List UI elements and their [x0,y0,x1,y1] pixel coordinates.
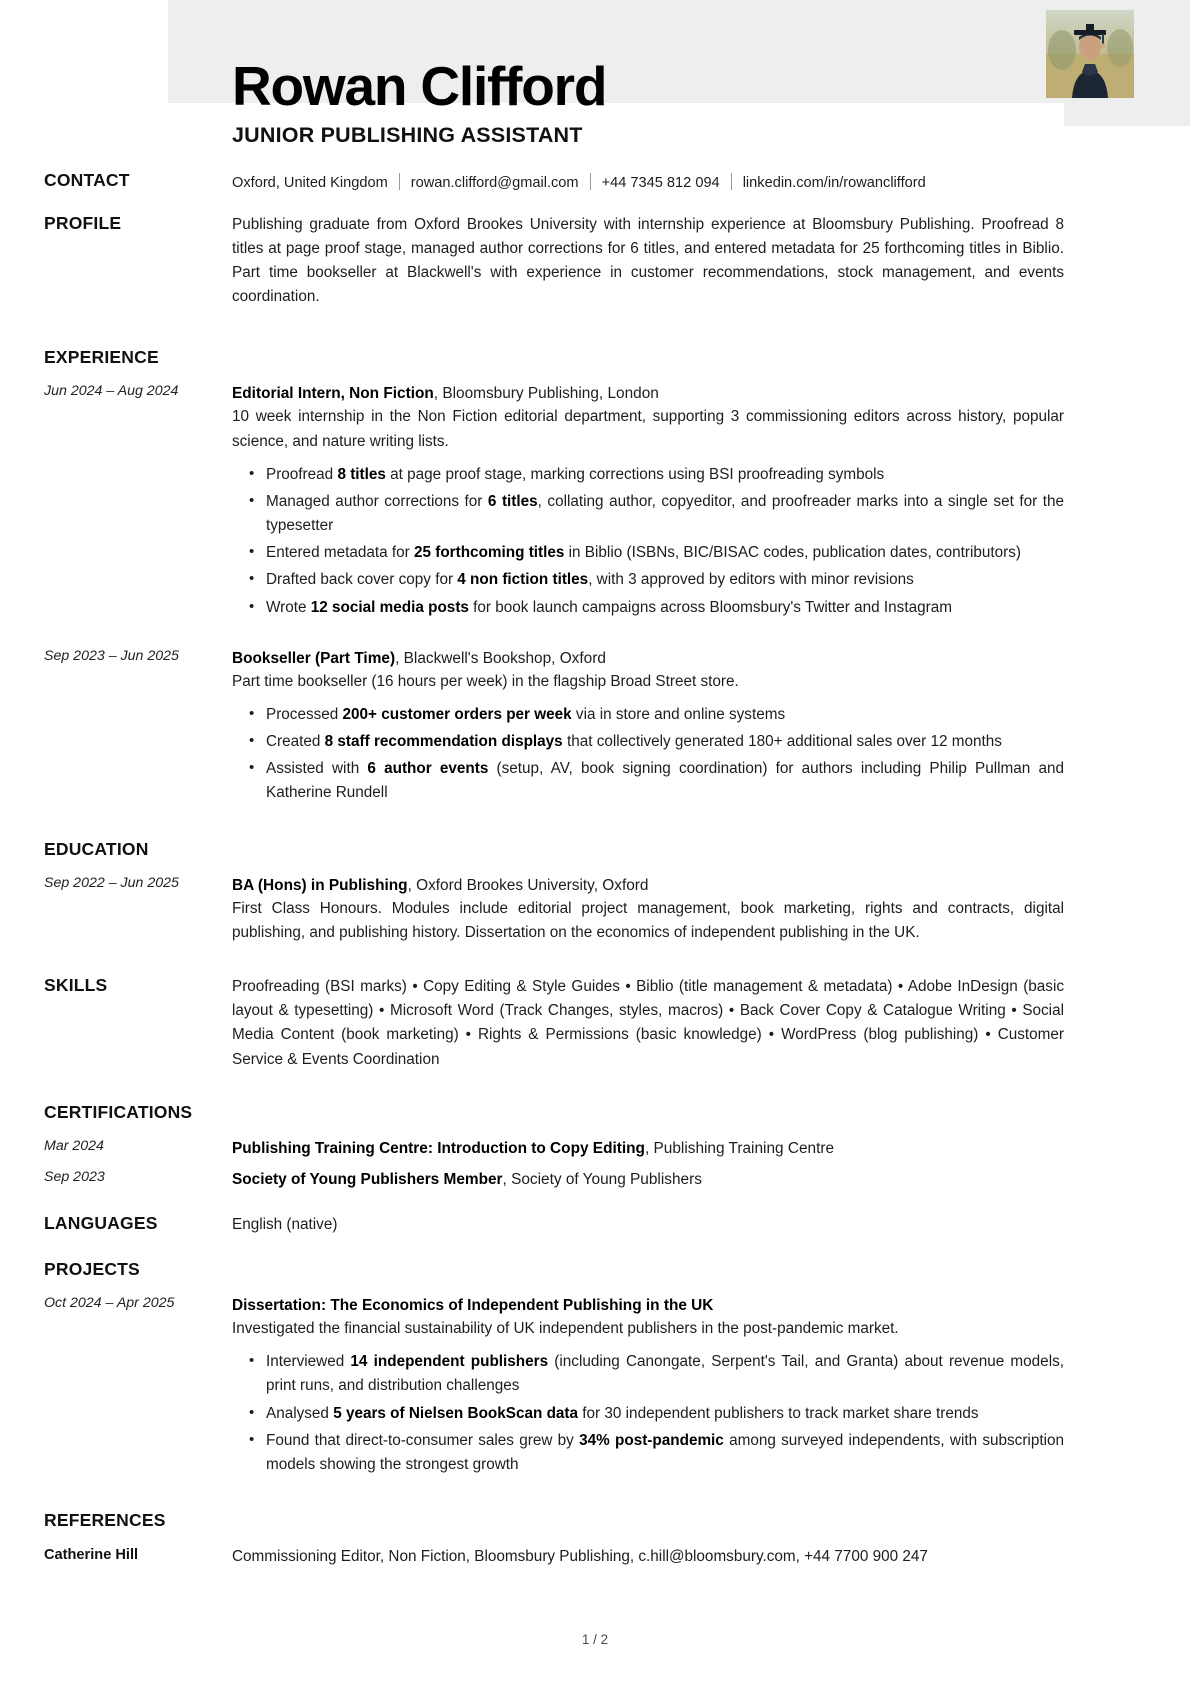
section-heading-experience: EXPERIENCE [44,347,159,368]
project-entries [44,1294,1064,1480]
section-heading-references: REFERENCES [44,1510,166,1531]
entry-date-col [44,874,232,893]
contact-section [44,170,1064,191]
contact-body [232,170,1064,191]
list-item: • Created 8 staff recommendation displays that collectively generated 180+ additional sales over 12 months [266,730,1064,754]
entry-bullet-list [232,1350,1064,1477]
profile-label-col [44,213,232,234]
list-item: • Interviewed 14 independent publishers (including Canongate, Serpent's Tail, and Granta) about revenue models, print runs, and distribution challenges [266,1350,1064,1398]
entry-date-col [44,647,232,666]
contact-line [232,170,1064,191]
entry-date: Jun 2024 – Aug 2024 [44,383,179,400]
languages-body [232,1213,1064,1237]
entry-title: Publishing Training Centre: Introduction to Copy Editing, Publishing Training Centre [232,1139,835,1157]
section-heading-certifications: CERTIFICATIONS [44,1101,193,1122]
entry-date: Mar 2024 [44,1137,104,1154]
experience-label-col [44,347,232,368]
references-heading-row [44,1510,1064,1531]
projects-label-col [44,1259,232,1280]
entry-summary: Part time bookseller (16 hours per week) in the flagship Broad Street store. [232,672,739,690]
profile-text: Publishing graduate from Oxford Brookes University with internship experience at Bloomsbury Publishing. Proofread 8 titles at page proof stage, managed author corrections for 6 titles, and entered metadata for 25 forthcoming titles in Biblio. Part time bookseller at Blackwell's with experience in customer recommendations, stock management, and events coordination. [232,215,1064,306]
reference-entries [44,1545,1064,1569]
projects-heading-row [44,1259,1064,1280]
entry-date: Sep 2022 – Jun 2025 [44,874,179,891]
section-heading-profile: PROFILE [44,212,122,233]
entry-title: Dissertation: The Economics of Independent Publishing in the UK [232,1297,714,1315]
reference-entry [44,1545,1064,1569]
certification-entry [44,1137,1064,1160]
contact-divider-icon [731,173,732,190]
contact-label-col [44,170,232,191]
reference-name: Catherine Hill [44,1547,139,1564]
list-item: • Entered metadata for 25 forthcoming titles in Biblio (ISBNs, BIC/BISAC codes, publication dates, contributors) [266,541,1064,565]
certifications-label-col [44,1102,232,1123]
entry-title: Editorial Intern, Non Fiction, Bloomsbury Publishing, London [232,385,659,403]
profile-body [232,213,1064,310]
references-label-col [44,1510,232,1531]
entry-summary: 10 week internship in the Non Fiction editorial department, supporting 3 commissioning editors across history, popular science, and nature writing lists. [232,408,1064,450]
list-item: • Processed 200+ customer orders per week via in store and online systems [266,703,1064,727]
entry-body [232,1545,1064,1569]
contact-location: Oxford, United Kingdom [232,174,388,191]
entry-summary: Commissioning Editor, Non Fiction, Bloomsbury Publishing, c.hill@bloomsbury.com, +44 7700 900 247 [232,1548,928,1566]
contact-linkedin[interactable]: linkedin.com/in/rowanclifford [742,174,926,191]
avatar [1046,10,1134,98]
spacer [44,1160,1064,1168]
experience-entry [44,382,1064,622]
page-title: Rowan Clifford [232,55,607,117]
section-heading-education: EDUCATION [44,838,149,859]
contact-divider-icon [590,173,591,190]
education-entry [44,874,1064,945]
contact-email[interactable]: rowan.clifford@gmail.com [410,174,579,191]
section-heading-skills: SKILLS [44,975,108,996]
entry-date: Sep 2023 [44,1168,105,1185]
list-item: • Drafted back cover copy for 4 non fiction titles, with 3 approved by editors with minor revisions [266,568,1064,592]
experience-entry [44,647,1064,809]
entry-body [232,382,1064,622]
skills-label-col [44,975,232,996]
languages-label-col [44,1213,232,1234]
list-item: • Assisted with 6 author events (setup, AV, book signing coordination) for authors including Philip Pullman and Katherine Rundell [266,757,1064,805]
certifications-heading-row [44,1102,1064,1123]
project-entry [44,1294,1064,1480]
entry-date-col [44,1545,232,1565]
entry-date: Oct 2024 – Apr 2025 [44,1295,175,1312]
experience-entries [44,382,1064,808]
page-indicator: 1 / 2 [581,1632,609,1647]
skills-section [44,975,1064,1072]
section-heading-contact: CONTACT [44,169,130,190]
name-block [232,0,1064,148]
entry-title: BA (Hons) in Publishing, Oxford Brookes University, Oxford [232,876,649,894]
skills-body [232,975,1064,1072]
entry-body [232,1168,1064,1191]
contact-phone[interactable]: +44 7345 812 094 [601,174,720,191]
list-item: • Managed author corrections for 6 titles, collating author, copyeditor, and proofreader marks into a single set for the typesetter [266,490,1064,538]
entry-body [232,1294,1064,1480]
job-title: JUNIOR PUBLISHING ASSISTANT [232,122,583,147]
skills-text: Proofreading (BSI marks) • Copy Editing & Style Guides • Biblio (title management & metadata) • Adobe InDesign (basic layout & typesetting) • Microsoft Word (Track Changes, styles, macros) • Back Cover Copy & Catalogue Writing • Social Media Content (book marketing) • Rights & Permissions (basic knowledge) • WordPress (blog publishing) • Customer Service & Events Coordination [232,978,1064,1068]
list-item: • Analysed 5 years of Nielsen BookScan data for 30 independent publishers to track market share trends [266,1402,1064,1426]
entry-summary: First Class Honours. Modules include editorial project management, book marketing, rights and contracts, digital publishing, and publishing history. Dissertation on the economics of independent publishing in the UK. [232,899,1064,941]
section-heading-languages: LANGUAGES [44,1212,158,1233]
spacer [44,623,1064,647]
languages-section [44,1213,1064,1237]
list-item: • Wrote 12 social media posts for book launch campaigns across Bloomsbury's Twitter and Instagram [266,596,1064,620]
list-item: • Proofread 8 titles at page proof stage, marking corrections using BSI proofreading symbols [266,463,1064,487]
experience-heading-row [44,347,1064,368]
entry-body [232,1137,1064,1160]
entry-summary: Investigated the financial sustainability of UK independent publishers in the post-pandemic market. [232,1320,899,1338]
entry-bullet-list [232,463,1064,620]
education-label-col [44,839,232,860]
entry-title: Society of Young Publishers Member, Society of Young Publishers [232,1170,702,1188]
entry-date-col [44,1168,232,1187]
certification-entry [44,1168,1064,1191]
education-entries [44,874,1064,945]
education-heading-row [44,839,1064,860]
entry-body [232,647,1064,809]
entry-date: Sep 2023 – Jun 2025 [44,647,179,664]
entry-date-col [44,382,232,401]
profile-photo-icon [1046,10,1134,98]
entry-bullet-list [232,703,1064,806]
section-heading-projects: PROJECTS [44,1259,140,1280]
languages-text: English (native) [232,1215,338,1233]
entry-body [232,874,1064,945]
entry-date-col [44,1137,232,1156]
profile-section [44,213,1064,310]
entry-date-col [44,1294,232,1313]
entry-title: Bookseller (Part Time), Blackwell's Bookshop, Oxford [232,649,606,667]
certification-entries [44,1137,1064,1191]
list-item: • Found that direct-to-consumer sales grew by 34% post-pandemic among surveyed independents, with subscription models showing the strongest growth [266,1429,1064,1477]
page-footer [0,1632,1190,1647]
contact-divider-icon [399,173,400,190]
